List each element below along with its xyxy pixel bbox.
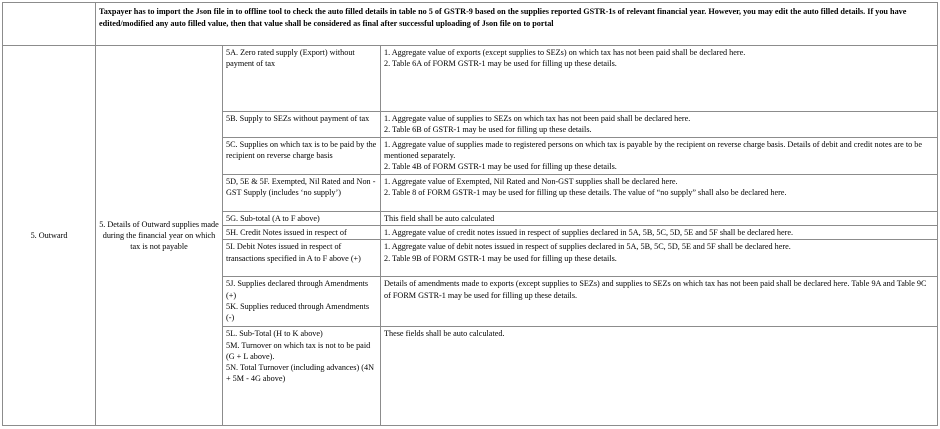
field-cell (223, 240, 381, 277)
intro-row (3, 3, 938, 46)
subsection-label: 5. Details of Outward supplies made during the financial year on which tax is not payable (96, 46, 223, 426)
instruction-cell (381, 240, 938, 277)
field-cell (223, 138, 381, 175)
field-label: 5J. Supplies declared through Amendments (+) (226, 279, 369, 300)
instruction-text: This field shall be auto calculated (384, 214, 495, 223)
field-cell (223, 212, 381, 226)
instruction-cell (381, 327, 938, 426)
field-label: 5H. Credit Notes issued in respect of (226, 228, 347, 238)
instruction-text: These fields shall be auto calculated. (384, 329, 505, 339)
field-label: 5B. Supply to SEZs without payment of tax (226, 114, 370, 123)
field-label: 5D, 5E & 5F. Exempted, Nil Rated and Non -GST Supply (includes ‘no supply’) (226, 177, 376, 198)
field-cell (223, 46, 381, 112)
instruction-text: 2. Table 8 of FORM GSTR-1 may be used for filling up these details. The value of “no supply” shall also be declared here. (384, 188, 787, 198)
instruction-text: 1. Aggregate value of credit notes issued in respect of supplies declared in 5A, 5B, 5C, 5D, 5E and 5F shall be declared here. (384, 228, 794, 238)
instruction-text: Details of amendments made to exports (except supplies to SEZs) and supplies to SEZs on which tax has not been paid shall be declared here. Table 9A and Table 9C of FORM GSTR-1 may be used for filling up these details. (384, 279, 927, 300)
instruction-text: 1. Aggregate value of exports (except supplies to SEZs) on which tax has not been paid shall be declared here. (384, 48, 746, 57)
field-label: 5K. Supplies reduced through Amendments (-) (226, 301, 370, 323)
instruction-text: 2. Table 9B of FORM GSTR-1 may be used for filling up these details. (384, 253, 617, 263)
field-label: 5N. Total Turnover (including advances) (4N + 5M - 4G above) (226, 363, 374, 384)
field-label: 5L. Sub-Total (H to K above) (226, 329, 323, 339)
instruction-cell (381, 226, 938, 240)
instruction-cell (381, 138, 938, 175)
field-cell (223, 226, 381, 240)
table-row (3, 46, 938, 112)
field-label: 5G. Sub-total (A to F above) (226, 214, 320, 223)
instruction-text: 1. Aggregate value of supplies to SEZs on which tax has not been paid shall be declared here. (384, 114, 691, 123)
field-label: 5M. Turnover on which tax is not to be paid (G + L above). (226, 340, 371, 361)
instruction-text: 2. Table 6A of FORM GSTR-1 may be used for filling up these details. (384, 59, 617, 69)
section-label: 5. Outward (3, 46, 96, 426)
field-label: 5C. Supplies on which tax is to be paid by the recipient on reverse charge basis (226, 140, 377, 161)
field-cell (223, 175, 381, 212)
instruction-text: 1. Aggregate value of debit notes issued in respect of supplies declared in 5A, 5B, 5C, 5D, 5E and 5F shall be declared here. (384, 242, 791, 252)
instruction-cell (381, 212, 938, 226)
intro-note: Taxpayer has to import the Json file in to offline tool to check the auto filled details in table no 5 of GSTR-9 based on the supplies reported GSTR-1s of relevant financial year. However, you may edit the auto filled details. If you have edited/modified any auto filled value, then that value shall be considered as final after successful uploading of Json file on to portal (96, 3, 938, 46)
instruction-cell (381, 112, 938, 138)
instruction-text: 2. Table 4B of FORM GSTR-1 may be used for filling up these details. (384, 162, 617, 172)
gstr9-table5-instructions-table (2, 2, 938, 426)
field-label: 5I. Debit Notes issued in respect of transactions specified in A to F above (+) (226, 242, 361, 263)
instruction-text: 1. Aggregate value of Exempted, Nil Rated and Non-GST supplies shall be declared here. (384, 177, 678, 186)
instruction-cell (381, 46, 938, 112)
field-cell (223, 277, 381, 327)
instruction-cell (381, 175, 938, 212)
field-cell (223, 112, 381, 138)
field-label: 5A. Zero rated supply (Export) without payment of tax (226, 48, 355, 69)
field-cell (223, 327, 381, 426)
instruction-text: 1. Aggregate value of supplies made to registered persons on which tax is payable by the recipient on reverse charge basis. Details of debit and credit notes are to be mentioned separately. (384, 140, 922, 161)
empty-corner-cell (3, 3, 96, 46)
instruction-cell (381, 277, 938, 327)
instruction-text: 2. Table 6B of GSTR-1 may be used for filling up these details. (384, 125, 592, 135)
